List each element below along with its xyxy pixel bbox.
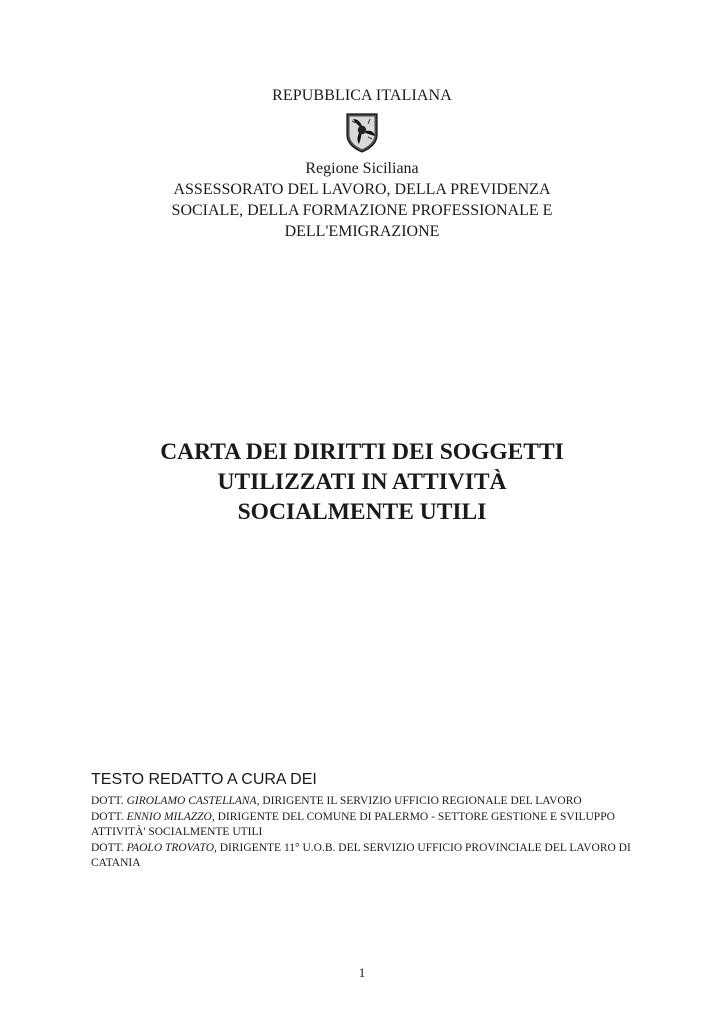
department-line: ASSESSORATO DEL LAVORO, DELLA PREVIDENZA [173, 181, 551, 198]
author-name: ENNIO MILAZZO, [126, 810, 215, 823]
credits-section [91, 770, 631, 872]
author-prefix: DOTT. [91, 795, 127, 807]
document-header [0, 86, 724, 242]
author-prefix: DOTT. [91, 841, 127, 854]
author-role: DIRIGENTE 11° U.O.B. DEL SERVIZIO UFFICIO PROVINCIALE DEL LAVORO DI CATANIA [91, 841, 631, 869]
author-role: DIRIGENTE IL SERVIZIO UFFICIO REGIONALE DEL LAVORO [259, 795, 582, 807]
department-name [142, 179, 582, 242]
title-line: CARTA DEI DIRITTI DEI SOGGETTI [160, 439, 564, 465]
department-line: DELL'EMIGRAZIONE [284, 223, 440, 240]
author-name: GIROLAMO CASTELLANA, [126, 795, 260, 807]
republic-heading: REPUBBLICA ITALIANA [272, 87, 452, 104]
author-entry [91, 794, 631, 810]
page-number: 1 [358, 965, 366, 980]
author-prefix: DOTT. [91, 810, 127, 823]
credits-heading: TESTO REDATTO A CURA DEI [91, 771, 317, 788]
author-entry [91, 841, 631, 872]
author-role: DIRIGENTE DEL COMUNE DI PALERMO - SETTORE GESTIONE E SVILUPPO ATTIVITÀ' SOCIALMENTE UTILI [91, 810, 615, 838]
sicilian-emblem-icon [344, 111, 380, 153]
region-name: Regione Siciliana [305, 160, 419, 177]
title-line: SOCIALMENTE UTILI [237, 499, 487, 525]
author-name: PAOLO TROVATO, [126, 841, 217, 854]
author-entry [91, 810, 631, 841]
department-line: SOCIALE, DELLA FORMAZIONE PROFESSIONALE E [171, 202, 553, 219]
document-title [0, 437, 724, 527]
title-line: UTILIZZATI IN ATTIVITÀ [217, 469, 507, 495]
